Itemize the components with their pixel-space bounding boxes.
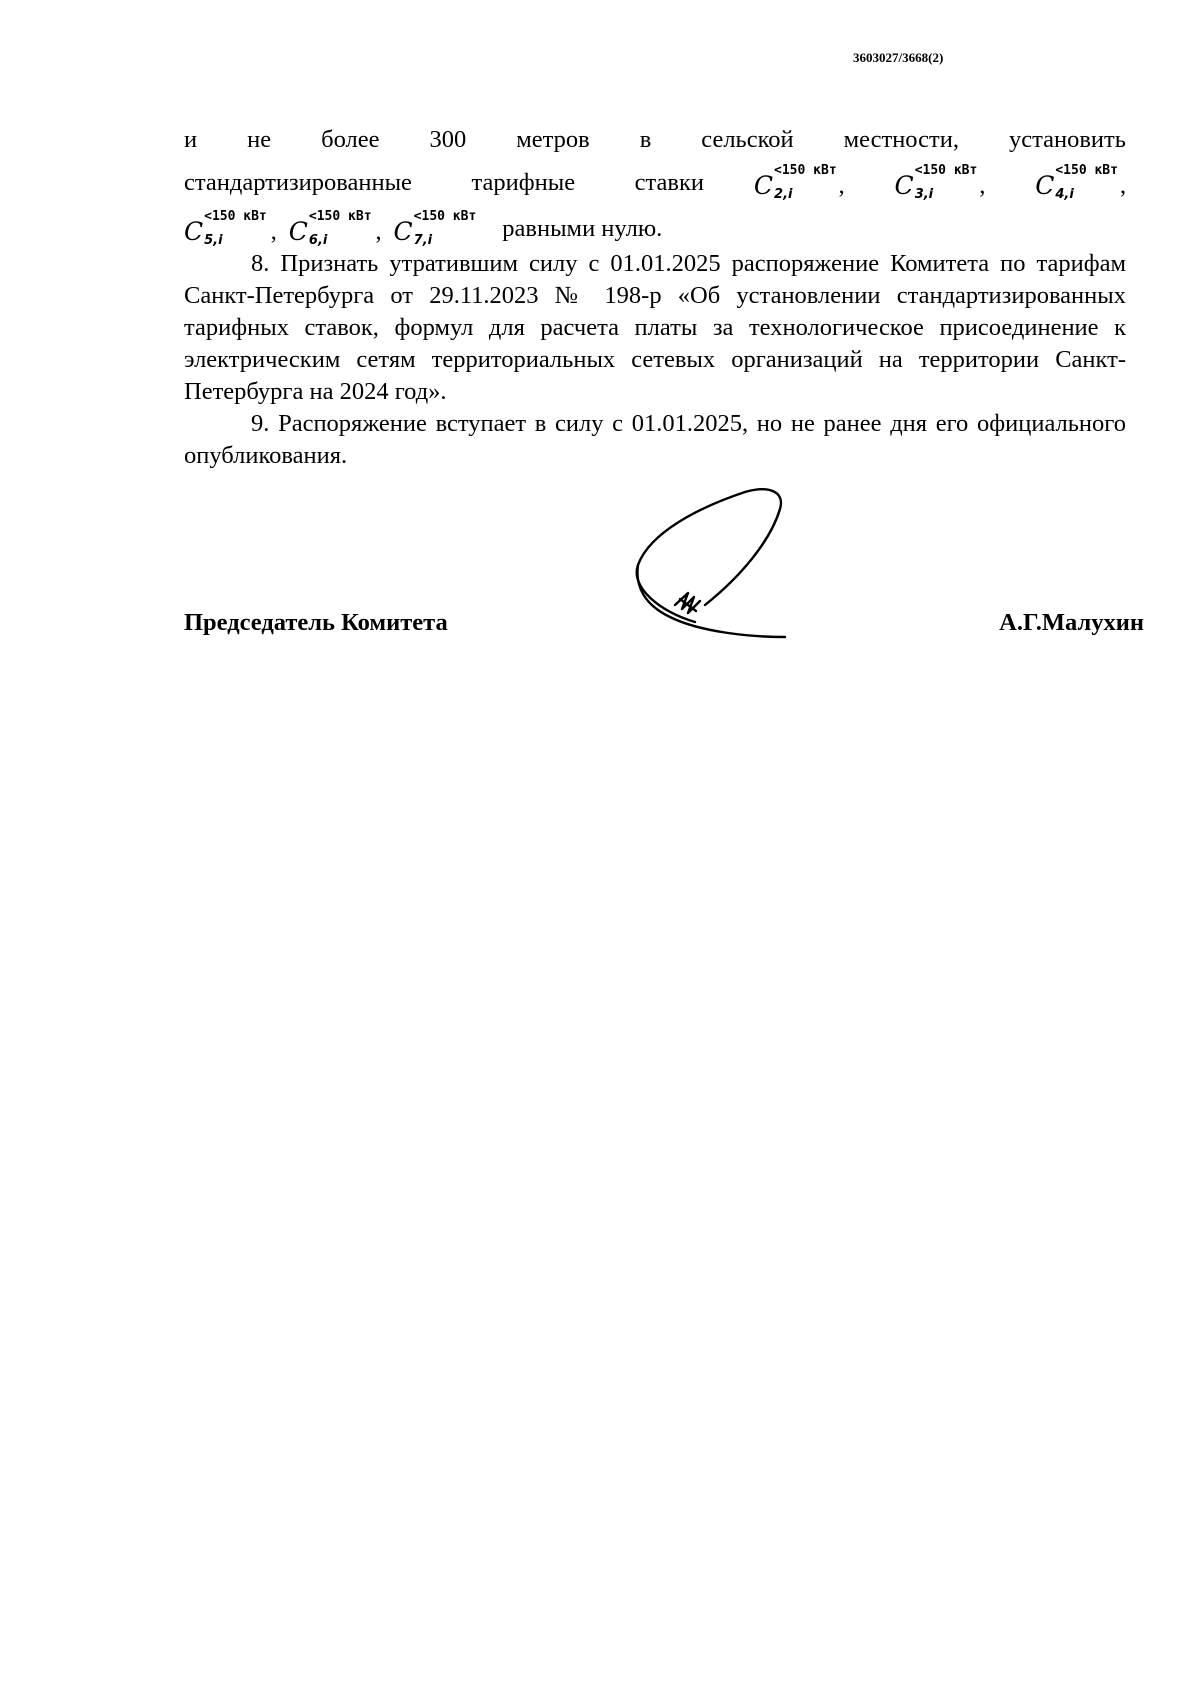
separator: ,: [838, 173, 845, 199]
tariff-rate-symbol: [394, 208, 477, 248]
text-line-2: [184, 156, 1126, 202]
tariff-letter: C: [288, 217, 308, 246]
signer-name: А.Г.Малухин: [999, 609, 1144, 636]
tariff-superscript: <150 кВт: [914, 163, 978, 178]
word: сельской: [701, 126, 794, 153]
separator: ,: [270, 219, 277, 245]
tariff-subscript: 2,i: [774, 187, 793, 202]
paragraph-8: 8. Признать утратившим силу с 01.01.2025 распоряжение Комитета по тарифам Санкт-Петербурга от 29.11.2023 № 198-р «Об установлении стандартизированных тарифных ставок, формул для расчета платы за технологическое присоединение к электрическим сетям территориальных сетевых организаций на территории Санкт-Петербурга на 2024 год».: [184, 250, 1126, 405]
tariff-superscript: <150 кВт: [308, 209, 372, 224]
tariff-rate-symbol: [289, 208, 372, 248]
tariff-subscript: 7,i: [413, 233, 433, 248]
word: и: [184, 126, 198, 153]
tariff-subscript: 5,i: [204, 233, 223, 248]
word: установить: [1008, 126, 1126, 153]
text-line-1: [184, 124, 1126, 156]
tariff-superscript: <150 кВт: [774, 163, 837, 178]
tariff-superscript: <150 кВт: [204, 209, 267, 224]
tariff-letter: C: [894, 171, 914, 200]
tariff-group: [754, 162, 845, 202]
tariff-superscript: <150 кВт: [413, 209, 477, 224]
word: в: [639, 126, 652, 153]
text-line-3: [184, 202, 1126, 248]
document-body: [184, 124, 1126, 472]
tariff-rate-symbol: [754, 162, 837, 202]
word: 300: [429, 126, 467, 153]
tariff-rate-symbol: [895, 162, 978, 202]
tariff-letter: C: [1035, 171, 1055, 200]
word: стандартизированные: [184, 169, 412, 196]
tariff-subscript: 3,i: [914, 187, 934, 202]
tariff-rate-symbol: [1035, 162, 1118, 202]
tariff-group: [895, 162, 986, 202]
signer-title: Председатель Комитета: [184, 609, 448, 636]
separator: ,: [375, 219, 382, 245]
word: тарифные: [471, 169, 576, 196]
tariff-subscript: 6,i: [308, 233, 328, 248]
tariff-rate-symbol: [184, 208, 267, 248]
tariff-group: [1035, 162, 1126, 202]
separator: ,: [979, 173, 986, 199]
separator: ,: [1119, 173, 1126, 199]
line-2-words: [184, 167, 704, 199]
word: ставки: [634, 169, 704, 196]
word: не: [247, 126, 272, 153]
tariff-letter: C: [393, 217, 413, 246]
word: более: [321, 126, 380, 153]
signature-block: [184, 600, 1144, 660]
tariff-superscript: <150 кВт: [1055, 163, 1118, 178]
line-3-trailing-text: равными нулю.: [502, 215, 663, 242]
tariff-letter: C: [184, 217, 204, 246]
word: местности,: [843, 126, 959, 153]
tariff-subscript: 4,i: [1055, 187, 1074, 202]
document-number: 3603027/3668(2): [853, 50, 944, 65]
tariff-letter: C: [753, 171, 774, 200]
paragraph-9: 9. Распоряжение вступает в силу с 01.01.2025, но не ранее дня его официального опубликования.: [184, 410, 1126, 469]
word: метров: [516, 126, 590, 153]
